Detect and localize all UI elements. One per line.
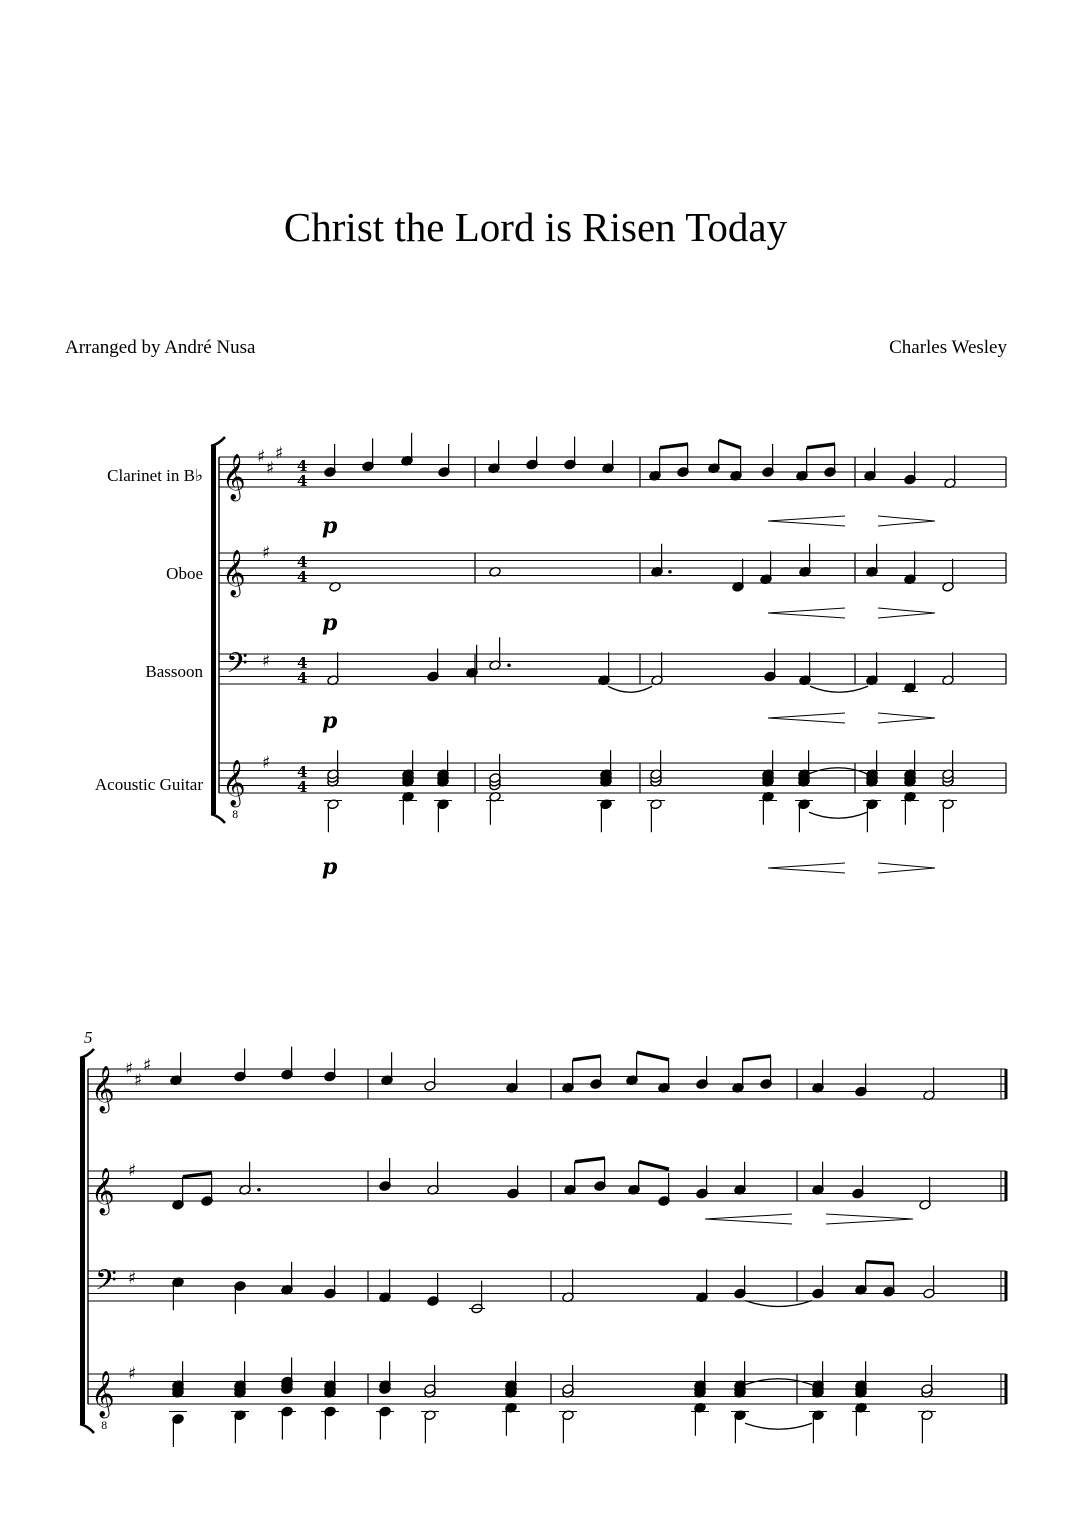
beam bbox=[807, 444, 835, 448]
dot bbox=[507, 663, 511, 667]
system-bracket bbox=[80, 1058, 85, 1424]
time-signature-top: 4 bbox=[297, 457, 308, 475]
tie bbox=[745, 1423, 812, 1429]
beam bbox=[743, 1056, 771, 1060]
time-signature-top: 4 bbox=[297, 553, 308, 571]
bass-clef-icon: 𝄢 bbox=[95, 1264, 117, 1304]
sharp-sign: ♯ bbox=[262, 753, 271, 773]
treble-clef-icon: 𝄞 bbox=[222, 550, 246, 596]
treble-clef-icon: 𝄞 bbox=[222, 454, 246, 500]
decrescendo-hairpin bbox=[878, 863, 935, 873]
arranger-credit: Arranged by André Nusa bbox=[65, 337, 256, 358]
system-bracket bbox=[211, 446, 216, 814]
sharp-sign: ♯ bbox=[257, 447, 266, 467]
bracket-hook bbox=[211, 814, 225, 823]
octave-marker: 8 bbox=[101, 1421, 108, 1432]
sharp-sign: ♯ bbox=[125, 1059, 134, 1079]
measure-number: 5 bbox=[84, 1028, 93, 1047]
dynamic-marking: p bbox=[322, 610, 338, 636]
sharp-sign: ♯ bbox=[266, 458, 275, 479]
sharp-sign: ♯ bbox=[128, 1161, 137, 1181]
beam bbox=[575, 1158, 605, 1162]
dynamic-marking: p bbox=[322, 854, 338, 880]
bracket-hook bbox=[80, 1424, 94, 1433]
bracket-hook bbox=[211, 437, 225, 446]
system-1 bbox=[211, 433, 1006, 880]
dynamic-marking: p bbox=[322, 708, 338, 734]
time-signature-bottom: 4 bbox=[297, 778, 308, 796]
instrument-label-bassoon: Bassoon bbox=[145, 662, 203, 681]
tie bbox=[810, 686, 868, 692]
beam bbox=[637, 1052, 669, 1060]
crescendo-hairpin bbox=[768, 713, 845, 723]
crescendo-hairpin bbox=[705, 1214, 792, 1224]
time-signature-bottom: 4 bbox=[297, 568, 308, 586]
decrescendo-hairpin bbox=[878, 608, 935, 618]
sharp-sign: ♯ bbox=[128, 1364, 137, 1384]
instrument-label-guitar: Acoustic Guitar bbox=[94, 775, 203, 794]
decrescendo-hairpin bbox=[878, 516, 935, 526]
beam bbox=[660, 444, 688, 448]
sharp-sign: ♯ bbox=[275, 443, 284, 464]
decrescendo-hairpin bbox=[878, 713, 935, 723]
tie bbox=[809, 812, 867, 818]
treble-clef-icon: 𝄞 bbox=[222, 760, 246, 806]
beam bbox=[719, 440, 741, 448]
decrescendo-hairpin bbox=[826, 1214, 913, 1224]
octave-marker: 8 bbox=[232, 810, 239, 821]
beam bbox=[639, 1162, 669, 1170]
dot bbox=[257, 1188, 261, 1192]
instrument-label-oboe: Oboe bbox=[166, 564, 203, 583]
sharp-sign: ♯ bbox=[143, 1055, 152, 1076]
beam bbox=[866, 1262, 894, 1264]
crescendo-hairpin bbox=[768, 608, 845, 618]
time-signature-top: 4 bbox=[297, 654, 308, 672]
sharp-sign: ♯ bbox=[128, 1268, 137, 1289]
piece-title: Christ the Lord is Risen Today bbox=[283, 204, 788, 250]
dot bbox=[668, 570, 672, 574]
system-2 bbox=[80, 1047, 1006, 1447]
crescendo-hairpin bbox=[768, 863, 845, 873]
beam bbox=[183, 1173, 212, 1177]
composer-credit: Charles Wesley bbox=[889, 337, 1007, 358]
beam bbox=[573, 1056, 601, 1060]
tie bbox=[608, 686, 652, 692]
sharp-sign: ♯ bbox=[134, 1070, 143, 1091]
time-signature-bottom: 4 bbox=[297, 472, 308, 490]
treble-clef-icon: 𝄞 bbox=[91, 1371, 115, 1417]
treble-clef-icon: 𝄞 bbox=[91, 1066, 115, 1112]
sharp-sign: ♯ bbox=[262, 543, 271, 563]
time-signature-top: 4 bbox=[297, 763, 308, 781]
sharp-sign: ♯ bbox=[262, 651, 271, 672]
instrument-label-clarinet: Clarinet in B♭ bbox=[107, 466, 203, 485]
crescendo-hairpin bbox=[768, 516, 845, 526]
bass-clef-icon: 𝄢 bbox=[226, 647, 248, 687]
dynamic-marking: p bbox=[322, 513, 338, 539]
treble-clef-icon: 𝄞 bbox=[91, 1168, 115, 1214]
time-signature-bottom: 4 bbox=[297, 669, 308, 687]
bracket-hook bbox=[80, 1049, 94, 1058]
